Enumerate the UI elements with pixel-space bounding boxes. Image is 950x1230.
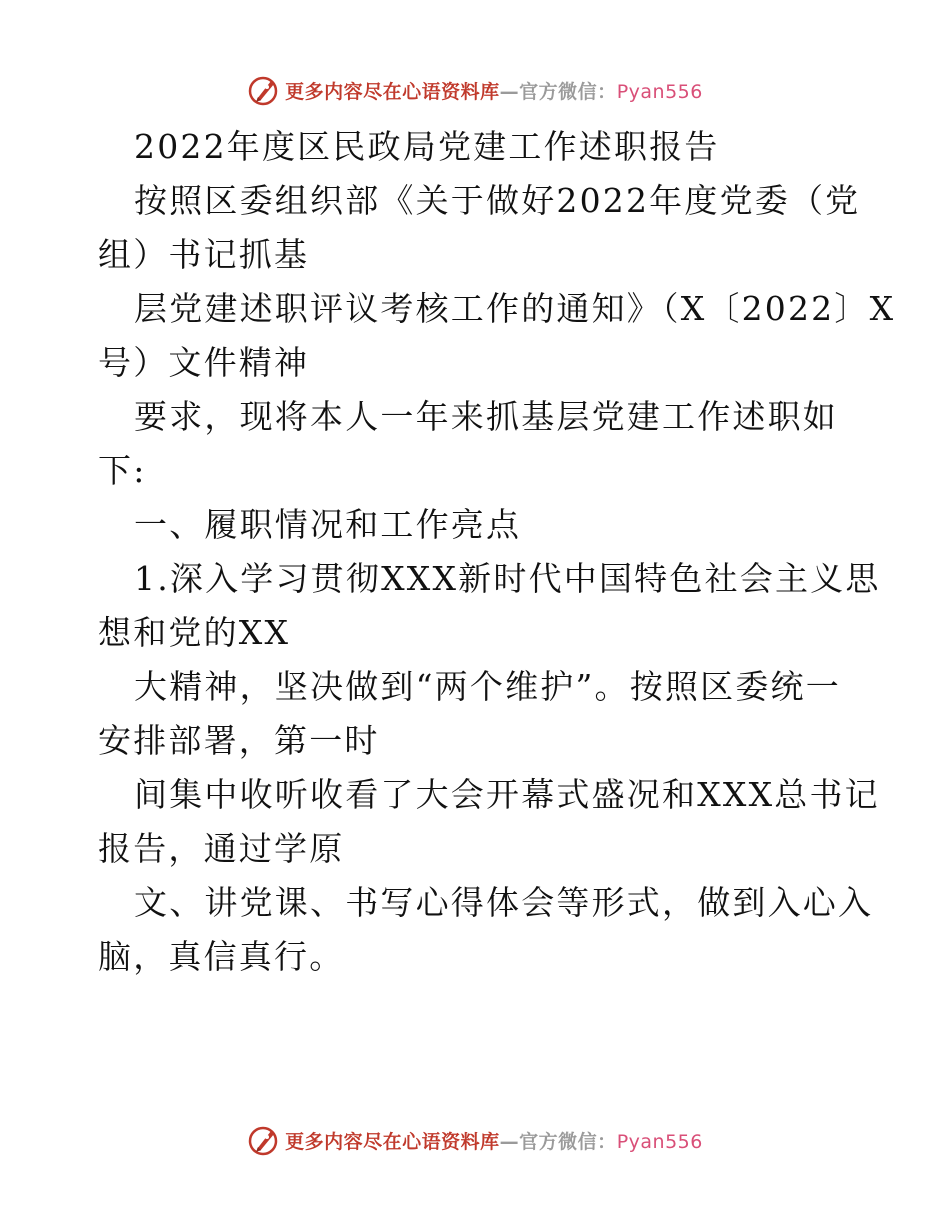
paragraph-line: 文、讲党课、书写心得体会等形式，做到入心入 xyxy=(134,883,874,922)
paragraph-line: 按照区委组织部《关于做好2022年度党委（党 xyxy=(134,181,861,220)
paragraph-line: 要求，现将本人一年来抓基层党建工作述职如 xyxy=(134,397,838,436)
banner-site-name: 更多内容尽在心语资料库 xyxy=(285,80,500,103)
quill-pen-logo-icon xyxy=(247,1123,281,1157)
banner-text xyxy=(285,77,703,104)
paragraph-line: 间集中收听收看了大会开幕式盛况和XXX总书记 xyxy=(134,775,880,814)
banner-wechat-label: —官方微信： xyxy=(499,1130,617,1153)
document-body xyxy=(98,120,896,984)
quill-pen-logo-icon xyxy=(247,73,281,107)
paragraph-line: 想和党的XX xyxy=(98,613,291,652)
paragraph-line: 报告，通过学原 xyxy=(98,829,345,868)
paragraph-line: 1.深入学习贯彻XXX新时代中国特色社会主义思 xyxy=(134,559,881,598)
paragraph-line: 下: xyxy=(98,451,147,490)
paragraph-line: 号）文件精神 xyxy=(98,343,310,382)
banner-wechat-label: —官方微信： xyxy=(499,80,617,103)
banner-text xyxy=(285,1127,703,1154)
paragraph-line: 安排部署，第一时 xyxy=(98,721,380,760)
paragraph-line: 组）书记抓基 xyxy=(98,235,310,274)
document-title: 2022年度区民政局党建工作述职报告 xyxy=(134,127,720,166)
paragraph-line: 脑，真信真行。 xyxy=(98,937,345,976)
footer-banner xyxy=(0,1122,950,1158)
banner-wechat-id: Pyan556 xyxy=(616,1130,703,1153)
banner-wechat-id: Pyan556 xyxy=(616,80,703,103)
banner-site-name: 更多内容尽在心语资料库 xyxy=(285,1130,500,1153)
section-heading: 一、履职情况和工作亮点 xyxy=(134,505,522,544)
paragraph-line: 层党建述职评议考核工作的通知》（X〔2022〕X xyxy=(134,289,896,328)
header-banner xyxy=(0,72,950,108)
paragraph-line: 大精神，坚决做到“两个维护”。按照区委统一 xyxy=(134,667,841,706)
